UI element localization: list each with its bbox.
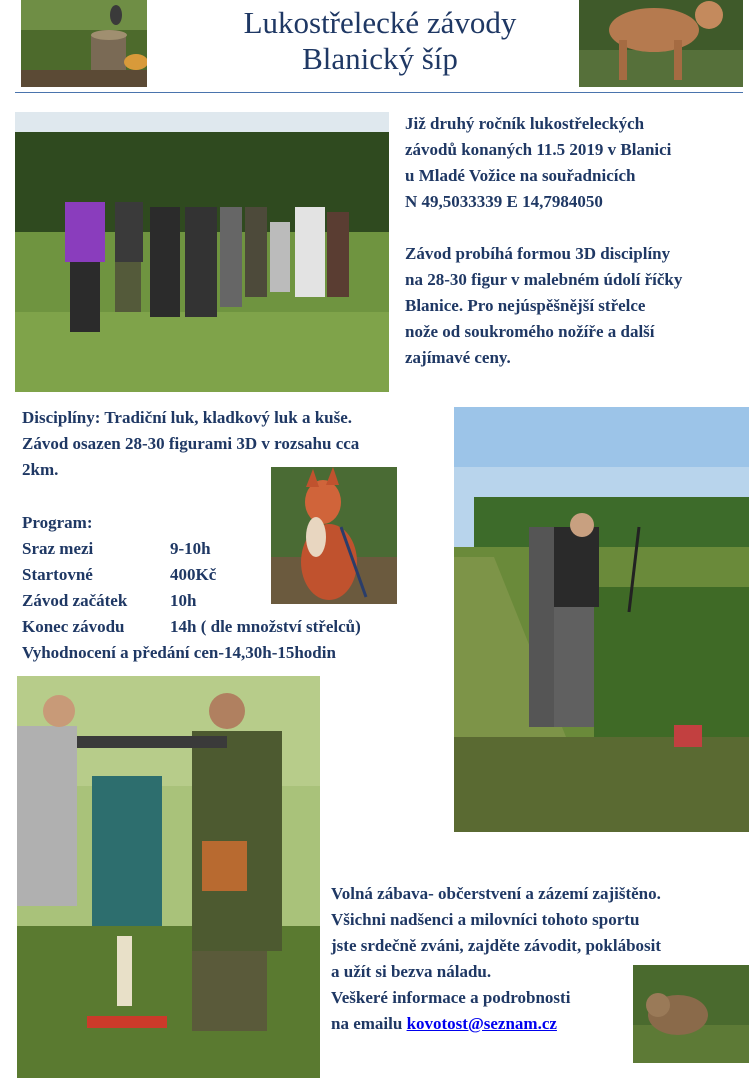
program-value: 400Kč — [170, 565, 217, 584]
archer-photo — [454, 407, 749, 832]
program-row — [22, 588, 442, 614]
program-heading: Program: — [22, 513, 93, 532]
disciplines-line: 2km. — [22, 460, 59, 479]
crossbow-photo — [17, 676, 320, 1078]
title-line-1: Lukostřelecké závody — [243, 5, 517, 40]
email-link[interactable]: kovotost@seznam.cz — [406, 1014, 557, 1033]
header-divider — [15, 92, 743, 93]
program-label: Sraz mezi — [22, 539, 94, 558]
intro-line: Blanice. Pro nejúspěšnější střelce — [405, 296, 646, 315]
intro-line: u Mladé Vožice na souřadnicích — [405, 166, 636, 185]
program-row — [22, 536, 442, 562]
program-label: Konec závodu — [22, 617, 125, 636]
group-photo — [15, 112, 389, 392]
intro-line: zajímavé ceny. — [405, 348, 511, 367]
program-value: 14h ( dle množství střelců) — [170, 617, 361, 636]
intro-line: na 28-30 figur v malebném údolí říčky — [405, 270, 683, 289]
program-label: Startovné — [22, 565, 93, 584]
title-line-2: Blanický šíp — [302, 41, 458, 76]
footer-line: a užít si bezva náladu. — [331, 962, 492, 981]
intro-line: nože od soukromého nožíře a další — [405, 322, 655, 341]
coordinates: N 49,5033339 E 14,7984050 — [405, 192, 603, 211]
disciplines-line: Závod osazen 28-30 figurami 3D v rozsahu cca — [22, 434, 360, 453]
program-value: 9-10h — [170, 539, 211, 558]
program-label: Závod začátek — [22, 591, 128, 610]
footer-line: jste srdečně zváni, zajděte závodit, poklábosit — [331, 936, 662, 955]
email-prefix: na emailu — [331, 1014, 407, 1033]
page-title — [150, 5, 610, 77]
awards-line: Vyhodnocení a předání cen-14,30h-15hodin — [22, 643, 336, 662]
owl-stump-photo — [21, 0, 147, 87]
intro-line: závodů konaných 11.5 2019 v Blanici — [405, 140, 672, 159]
footer-line: Volná zábava- občerstvení a zázemí zajištěno. — [331, 884, 661, 903]
program-row — [22, 562, 442, 588]
program-row — [22, 614, 442, 640]
beaver-target-photo — [633, 965, 749, 1063]
intro-text — [405, 111, 745, 371]
intro-line: Již druhý ročník lukostřeleckých — [405, 114, 645, 133]
intro-line: Závod probíhá formou 3D disciplíny — [405, 244, 671, 263]
footer-line: Veškeré informace a podrobnosti — [331, 988, 571, 1007]
footer-line: Všichni nadšenci a milovníci tohoto sportu — [331, 910, 640, 929]
program-value: 10h — [170, 591, 197, 610]
program-section — [22, 510, 442, 666]
disciplines-line: Disciplíny: Tradiční luk, kladkový luk a kuše. — [22, 408, 353, 427]
